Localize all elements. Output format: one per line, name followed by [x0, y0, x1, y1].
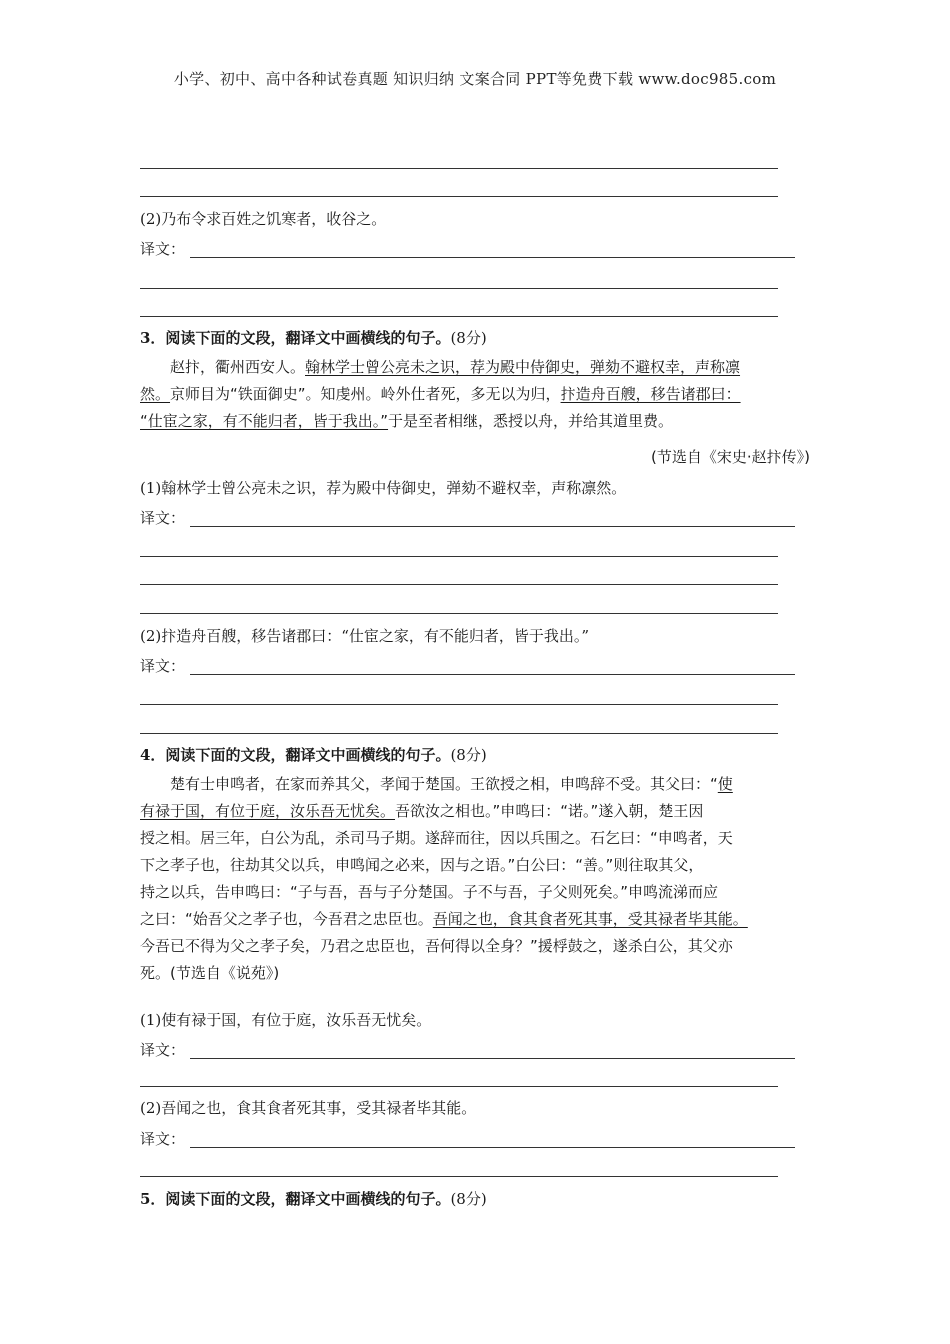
answer-line[interactable]: [190, 526, 795, 527]
q4-translation-label-1: [140, 1040, 185, 1060]
q5-score: (8分): [450, 1190, 487, 1208]
passage-text: 赵抃，衢州西安人。: [170, 358, 306, 376]
q4-passage: [140, 771, 812, 987]
passage-text: 死。(节选自《说苑》): [140, 964, 280, 982]
passage-text: 授之相。居三年，白公为乱，杀司马子期。遂辞而往，因以兵围之。石乞曰：“申鸣者，天: [140, 829, 733, 847]
passage-text: 吾欲汝之相也。”申鸣曰：“诺。”遂入朝，楚王因: [395, 802, 704, 820]
answer-line[interactable]: [140, 613, 778, 614]
passage-text: 于是至者相继，悉授以舟，并给其道里费。: [388, 412, 674, 430]
q4-score: (8分): [450, 746, 487, 764]
translation-label: 译文：: [140, 1041, 186, 1059]
answer-line[interactable]: [190, 674, 795, 675]
underlined-sentence: 然。: [140, 385, 171, 403]
underlined-sentence: 抃造舟百艘，移告诸郡曰：: [560, 385, 741, 403]
q4-title-text: 4．阅读下面的文段，翻译文中画横线的句子。: [140, 746, 451, 764]
answer-line[interactable]: [140, 196, 778, 197]
q3-sentence-1: (1)翰林学士曾公亮未之识，荐为殿中侍御史，弹劾不避权幸，声称凛然。: [140, 479, 627, 497]
underlined-sentence: 有禄于国，有位于庭，汝乐吾无忧矣。: [140, 802, 396, 820]
underlined-sentence: 吾闻之也，食其食者死其事，受其禄者毕其能。: [432, 910, 748, 928]
translation-label: 译文：: [140, 657, 186, 675]
answer-line[interactable]: [140, 556, 778, 557]
q4-sentence-2: (2)吾闻之也，食其食者死其事，受其禄者毕其能。: [140, 1099, 477, 1117]
q3-translation-label-2: [140, 656, 185, 676]
answer-line[interactable]: [140, 168, 778, 169]
answer-line[interactable]: [190, 257, 795, 258]
q5-title: [140, 1189, 487, 1209]
answer-line[interactable]: [140, 316, 778, 317]
translation-label: 译文：: [140, 1130, 186, 1148]
translation-label: 译文：: [140, 509, 186, 527]
answer-line[interactable]: [190, 1058, 795, 1059]
translation-label: 译文：: [140, 240, 186, 258]
q3-passage: [140, 354, 812, 435]
q3-sentence-2: (2)抃造舟百艘，移告诸郡曰：“仕宦之家，有不能归者，皆于我出。”: [140, 627, 590, 645]
answer-line[interactable]: [140, 584, 778, 585]
q5-title-text: 5．阅读下面的文段，翻译文中画横线的句子。: [140, 1190, 451, 1208]
page-header: 小学、初中、高中各种试卷真题 知识归纳 文案合同 PPT等免费下载 www.doc985.com: [173, 70, 777, 88]
passage-text: 持之以兵，告申鸣曰：“子与吾，吾与子分楚国。子不与吾，子父则死矣。”申鸣流涕而应: [140, 883, 719, 901]
q2-sentence-2: (2)乃布令求百姓之饥寒者，收谷之。: [140, 210, 387, 228]
underlined-sentence: “仕宦之家，有不能归者，皆于我出。”: [140, 412, 389, 430]
answer-line[interactable]: [140, 733, 778, 734]
q4-title: [140, 745, 487, 765]
underlined-sentence: 使: [717, 775, 733, 793]
answer-line[interactable]: [140, 1176, 778, 1177]
q3-score: (8分): [450, 329, 487, 347]
q3-title-text: 3．阅读下面的文段，翻译文中画横线的句子。: [140, 329, 451, 347]
answer-line[interactable]: [140, 704, 778, 705]
q3-source: (节选自《宋史·赵抃传》): [651, 448, 810, 466]
passage-text: 京师目为“铁面御史”。知虔州。岭外仕者死，多无以为归，: [170, 385, 561, 403]
q2-translation-label: [140, 239, 185, 259]
answer-line[interactable]: [140, 1086, 778, 1087]
passage-text: 今吾已不得为父之孝子矣，乃君之忠臣也，吾何得以全身？”援桴鼓之，遂杀白公，其父亦: [140, 937, 733, 955]
passage-text: 之曰：“始吾父之孝子也，今吾君之忠臣也。: [140, 910, 433, 928]
answer-line[interactable]: [140, 288, 778, 289]
q4-translation-label-2: [140, 1129, 185, 1149]
passage-text: 楚有士申鸣者，在家而养其父，孝闻于楚国。王欲授之相，申鸣辞不受。其父曰：“: [170, 775, 718, 793]
q4-sentence-1: (1)使有禄于国，有位于庭，汝乐吾无忧矣。: [140, 1011, 432, 1029]
passage-text: 下之孝子也，往劫其父以兵，申鸣闻之必来，因与之语。”白公曰：“善。”则往取其父，: [140, 856, 704, 874]
q3-title: [140, 328, 487, 348]
q3-translation-label-1: [140, 508, 185, 528]
answer-line[interactable]: [190, 1147, 795, 1148]
underlined-sentence: 翰林学士曾公亮未之识，荐为殿中侍御史，弹劾不避权幸，声称凛: [305, 358, 741, 376]
